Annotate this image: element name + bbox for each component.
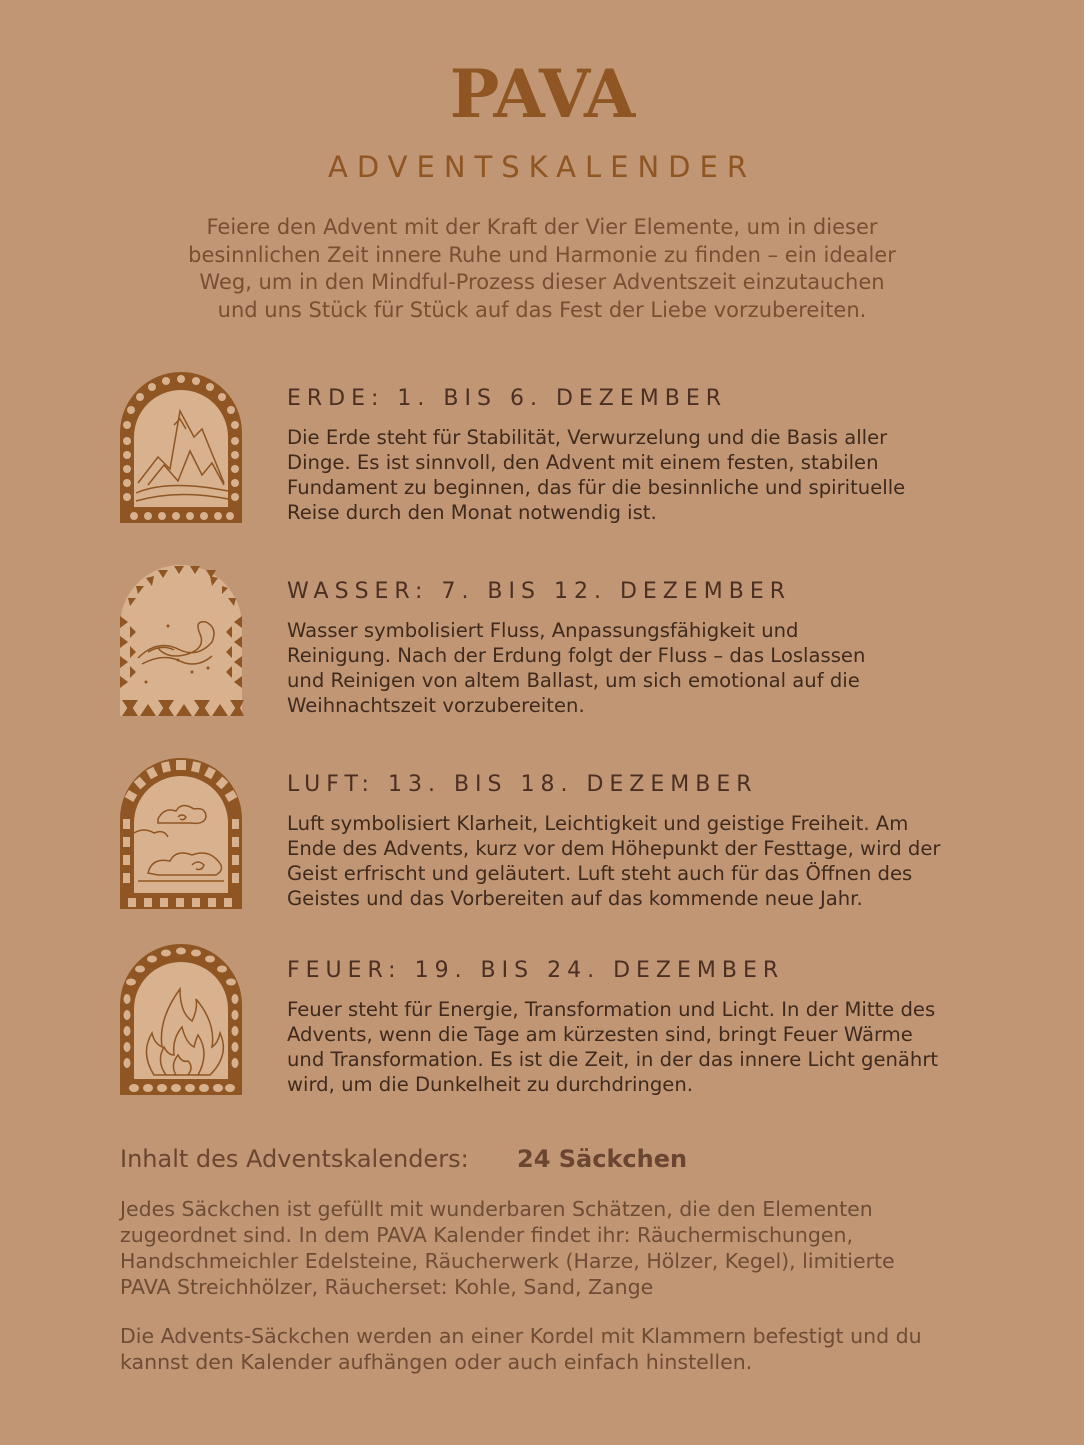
wave-icon xyxy=(118,564,244,716)
contents-title: Inhalt des Adventskalenders: xyxy=(120,1145,469,1173)
text-line: Wasser symbolisiert Fluss, Anpassungsfähigkeit und xyxy=(287,619,799,642)
mountain-icon xyxy=(118,371,244,523)
section-heading: FEUER: 19. BIS 24. DEZEMBER xyxy=(287,958,785,983)
section-text xyxy=(287,618,987,718)
contents-paragraph-2 xyxy=(120,1323,1000,1375)
intro-line: Weg, um in den Mindful-Prozess dieser Adventszeit einzutauchen xyxy=(199,270,885,294)
section-text xyxy=(287,997,987,1097)
text-line: Ende des Advents, kurz vor dem Höhepunkt der Festtage, wird der xyxy=(287,837,941,860)
text-line: Luft symbolisiert Klarheit, Leichtigkeit und geistige Freiheit. Am xyxy=(287,812,909,835)
paragraph-line: Handschmeichler Edelsteine, Räucherwerk (Harze, Hölzer, Kegel), limitierte xyxy=(120,1249,895,1273)
text-line: Advents, wenn die Tage am kürzesten sind, bringt Feuer Wärme xyxy=(287,1023,913,1046)
text-line: Geist erfrischt und geläutert. Luft steht auch für das Öffnen des xyxy=(287,862,913,885)
text-line: Dinge. Es ist sinnvoll, den Advent mit einem festen, stabilen xyxy=(287,451,879,474)
page-subtitle: ADVENTSKALENDER xyxy=(328,150,756,184)
section-heading: WASSER: 7. BIS 12. DEZEMBER xyxy=(287,579,792,604)
section-text xyxy=(287,811,987,911)
text-line: und Transformation. Es ist die Zeit, in der das innere Licht genährt xyxy=(287,1048,939,1071)
text-line: Fundament zu beginnen, das für die besinnliche und spirituelle xyxy=(287,476,906,499)
paragraph-line: zugeordnet sind. In dem PAVA Kalender findet ihr: Räuchermischungen, xyxy=(120,1223,854,1247)
intro-line: besinnlichen Zeit innere Ruhe und Harmonie zu finden – ein idealer xyxy=(188,242,896,267)
paragraph-line: Jedes Säckchen ist gefüllt mit wunderbaren Schätzen, die den Elementen xyxy=(120,1197,873,1221)
text-line: wird, um die Dunkelheit zu durchdringen. xyxy=(287,1073,693,1096)
flame-icon xyxy=(118,943,244,1095)
text-line: Geistes und das Vorbereiten auf das kommende neue Jahr. xyxy=(287,887,863,910)
brand-logo: PAVA xyxy=(449,55,635,133)
text-line: Weihnachtszeit vorzubereiten. xyxy=(287,694,585,717)
intro-line: Feiere den Advent mit der Kraft der Vier Elemente, um in dieser xyxy=(206,215,878,239)
text-line: Reise durch den Monat notwendig ist. xyxy=(287,501,657,524)
text-line: Reinigung. Nach der Erdung folgt der Fluss – das Loslassen xyxy=(287,644,866,667)
section-heading: LUFT: 13. BIS 18. DEZEMBER xyxy=(287,772,758,797)
intro-paragraph xyxy=(130,214,954,324)
paragraph-line: kannst den Kalender aufhängen oder auch einfach hinstellen. xyxy=(120,1350,753,1374)
intro-line: und uns Stück für Stück auf das Fest der Liebe vorzubereiten. xyxy=(217,297,867,322)
contents-count: 24 Säckchen xyxy=(517,1145,688,1173)
text-line: und Reinigen von altem Ballast, um sich emotional auf die xyxy=(287,669,860,692)
text-line: Feuer steht für Energie, Transformation und Licht. In der Mitte des xyxy=(287,998,936,1021)
contents-paragraph-1 xyxy=(120,1196,1000,1300)
paragraph-line: Die Advents-Säckchen werden an einer Kordel mit Klammern befestigt und du xyxy=(120,1324,922,1348)
section-text xyxy=(287,425,987,525)
section-heading: ERDE: 1. BIS 6. DEZEMBER xyxy=(287,386,728,411)
paragraph-line: PAVA Streichhölzer, Räucherset: Kohle, Sand, Zange xyxy=(120,1275,654,1299)
text-line: Die Erde steht für Stabilität, Verwurzelung und die Basis aller xyxy=(287,426,888,449)
cloud-icon xyxy=(118,757,244,909)
